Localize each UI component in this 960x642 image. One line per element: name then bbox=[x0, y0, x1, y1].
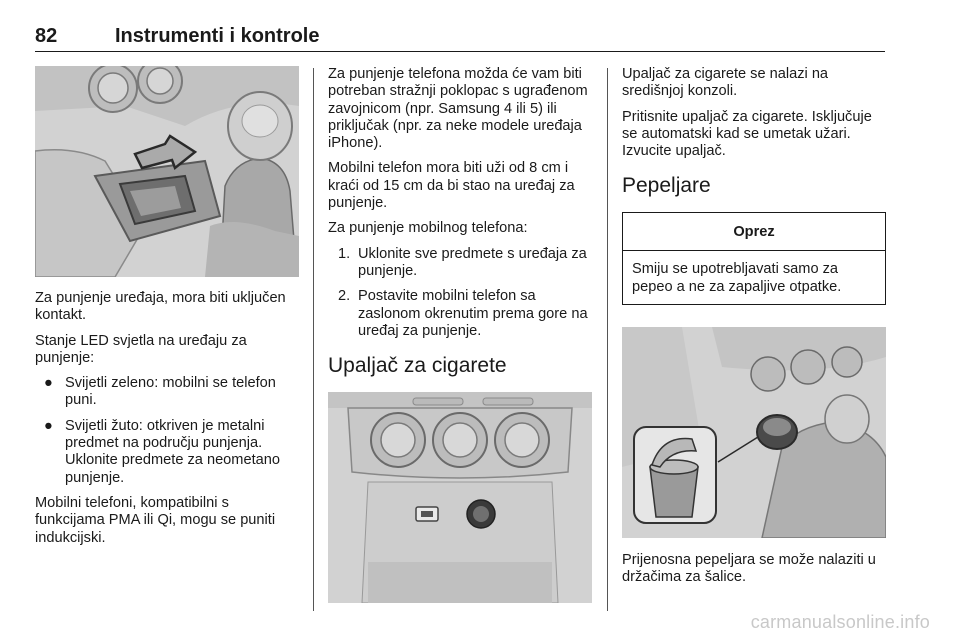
paragraph: Za punjenje uređaja, mora biti uključen kontakt. bbox=[35, 290, 286, 324]
paragraph: Upaljač za cigarete se nalazi na središnjoj konzoli. bbox=[622, 66, 829, 100]
list-item: 2. Postavite mobilni telefon sa zaslonom okrenutim prema gore na uređaj za punjenje. bbox=[338, 288, 588, 339]
portable-ashtray-illustration bbox=[622, 327, 886, 538]
caution-title: Oprez bbox=[623, 213, 885, 251]
page-header bbox=[35, 22, 885, 52]
watermark: carmanualsonline.info bbox=[750, 612, 930, 632]
paragraph: Pritisnite upaljač za cigarete. Isključuje se automatski kad se umetak užari. Izvucite upaljač. bbox=[622, 108, 872, 160]
column-1 bbox=[35, 66, 299, 555]
section-heading: Upaljač za cigarete bbox=[328, 354, 507, 378]
paragraph: Stanje LED svjetla na uređaju za punjenje: bbox=[35, 332, 247, 366]
list-item: ● Svijetli žuto: otkriven je metalni predmet na području punjenja. Uklonite predmete za neometano punjenje. bbox=[44, 417, 280, 486]
paragraph: Mobilni telefoni, kompatibilni s funkcijama PMA ili Qi, mogu se puniti indukcijski. bbox=[35, 494, 276, 546]
bullet-icon: ● bbox=[44, 375, 53, 392]
led-status-list bbox=[35, 375, 299, 487]
paragraph: Za punjenje telefona možda će vam biti potreban stražnji poklopac s ugrađenom zavojnicom (npr. Samsung 4 ili 5) ili priključak (npr. za neke modele uređaja iPhone). bbox=[328, 66, 588, 152]
cigarette-lighter-illustration bbox=[328, 392, 592, 603]
paragraph: Prijenosna pepeljara se može nalaziti u držačima za šalice. bbox=[622, 552, 876, 586]
section-heading: Pepeljare bbox=[622, 174, 711, 198]
page-number: 82 bbox=[35, 25, 58, 47]
wireless-charger-illustration bbox=[35, 66, 299, 277]
caution-box bbox=[622, 212, 886, 305]
list-item: 1. Uklonite sve predmete s uređaja za punjenje. bbox=[338, 245, 587, 279]
column-divider-left bbox=[313, 68, 314, 611]
bullet-icon: ● bbox=[44, 417, 53, 434]
charging-steps-list bbox=[328, 246, 592, 340]
chapter-title: Instrumenti i kontrole bbox=[115, 25, 320, 47]
column-3 bbox=[622, 66, 886, 595]
paragraph: Mobilni telefon mora biti uži od 8 cm i kraći od 15 cm da bi stao na uređaj za punjenje. bbox=[328, 160, 575, 212]
caution-text: Smiju se upotrebljavati samo za pepeo a ne za zapaljive otpatke. bbox=[632, 261, 842, 295]
column-divider-right bbox=[607, 68, 608, 611]
column-2 bbox=[328, 66, 592, 603]
list-item: ● Svijetli zeleno: mobilni se telefon puni. bbox=[44, 375, 276, 409]
paragraph: Za punjenje mobilnog telefona: bbox=[328, 220, 528, 237]
